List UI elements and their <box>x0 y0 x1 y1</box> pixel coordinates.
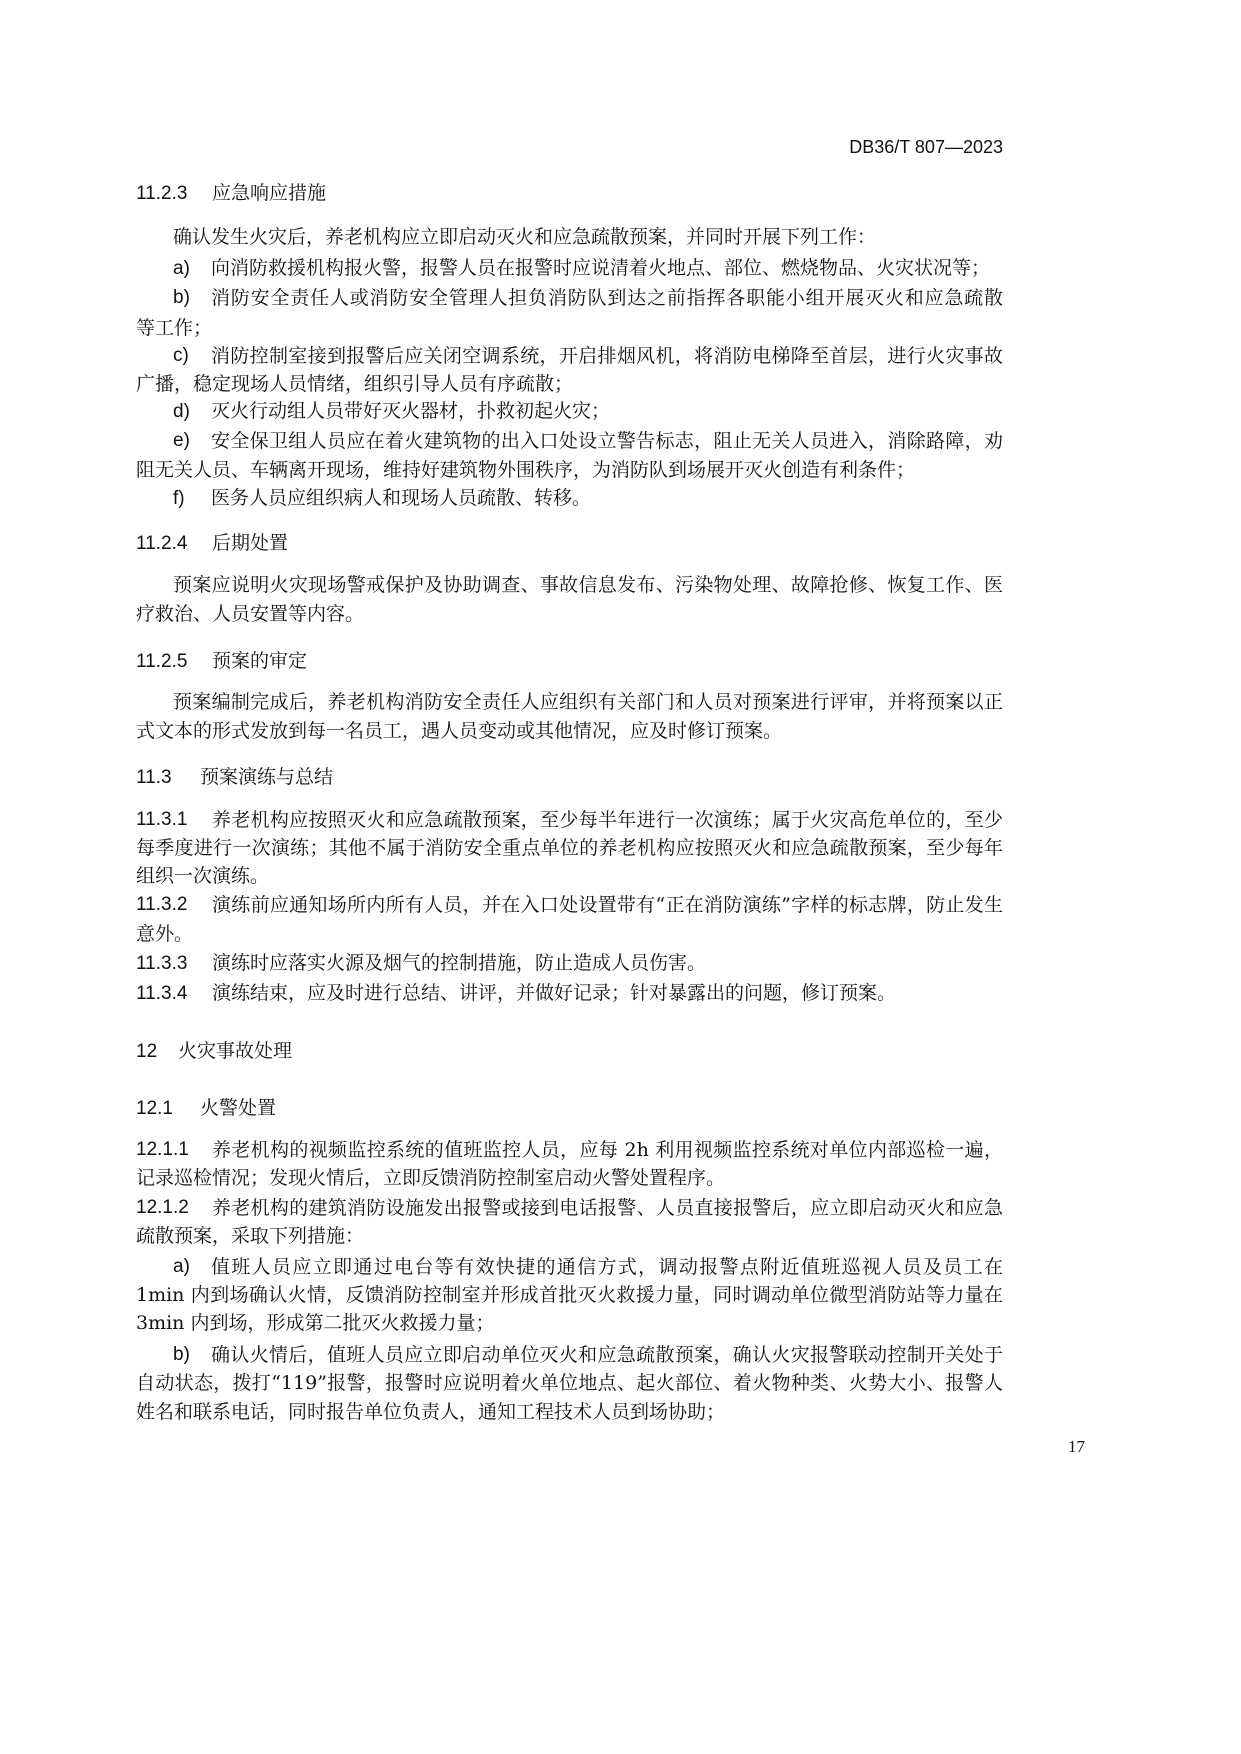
text-line <box>173 400 610 423</box>
line-text: 每季度进行一次演练；其他不属于消防安全重点单位的养老机构应按照灭火和应急疏散预案，至少每年 <box>136 837 1003 859</box>
line-text: 自动状态，拨打“119”报警，报警时应说明着火单位地点、起火部位、着火物种类、火势大小、报警人 <box>136 1372 1003 1394</box>
text-line <box>136 809 1003 831</box>
section-heading <box>136 182 326 205</box>
section-heading <box>136 766 333 789</box>
line-text: 广播，稳定现场人员情绪，组织引导人员有序疏散； <box>136 373 574 395</box>
text-line <box>136 952 706 975</box>
text-line <box>136 923 193 945</box>
text-line <box>173 226 876 248</box>
line-text: 养老机构应按照灭火和应急疏散预案，至少每半年进行一次演练；属于火灾高危单位的，至少 <box>212 809 1003 831</box>
clause-number: e) <box>173 430 190 451</box>
text-line <box>136 1167 725 1189</box>
text-line <box>173 1344 1003 1366</box>
text-line <box>136 1372 1003 1394</box>
text-line <box>173 487 591 510</box>
line-text: 应急响应措施 <box>212 182 327 204</box>
clause-number: c) <box>173 345 189 366</box>
clause-number: 11.2.3 <box>136 183 188 204</box>
text-line <box>173 1256 1003 1278</box>
clause-number: 11.3.1 <box>136 809 188 830</box>
line-text: 疗救治、人员安置等内容。 <box>136 603 365 625</box>
line-text: 3min 内到场，形成第二批灭火救援力量； <box>136 1312 495 1334</box>
line-text: 预案应说明火灾现场警戒保护及协助调查、事故信息发布、污染物处理、故障抢修、恢复工作、医 <box>173 574 1003 596</box>
line-text: 式文本的形式发放到每一名员工，遇人员变动或其他情况，应及时修订预案。 <box>136 720 783 742</box>
line-text: 意外。 <box>136 923 194 945</box>
line-text: 预案的审定 <box>212 650 308 672</box>
standard-number: DB36/T 807—2023 <box>849 137 1003 157</box>
text-line <box>173 345 1003 367</box>
clause-number: 12.1.2 <box>136 1197 189 1218</box>
section-heading <box>136 1040 292 1063</box>
clause-number: 11.3.3 <box>136 953 188 974</box>
clause-number: f) <box>173 488 185 509</box>
text-line <box>136 1284 1003 1306</box>
text-line <box>136 720 782 742</box>
text-line <box>136 865 269 887</box>
text-line <box>136 1401 725 1423</box>
clause-number: b) <box>173 1344 190 1365</box>
clause-number: 12.1.1 <box>136 1139 189 1160</box>
line-text: 演练时应落实火源及烟气的控制措施，防止造成人员伤害。 <box>212 952 707 974</box>
line-text: 消防控制室接到报警后应关闭空调系统，开启排烟风机，将消防电梯降至首层，进行火灾事故 <box>211 345 1003 367</box>
line-text: 预案演练与总结 <box>200 766 334 788</box>
clause-number: d) <box>173 401 190 422</box>
line-text: 记录巡检情况；发现火情后，立即反馈消防控制室启动火警处置程序。 <box>136 1167 726 1189</box>
line-text: 演练前应通知场所内所有人员，并在入口处设置带有“正在消防演练”字样的标志牌，防止发生 <box>212 894 1003 916</box>
text-line <box>173 257 990 280</box>
line-text: 组织一次演练。 <box>136 865 270 887</box>
line-text: 疏散预案，采取下列措施： <box>136 1225 365 1247</box>
line-text: 阻无关人员、车辆离开现场，维持好建筑物外围秩序，为消防队到场展开灭火创造有利条件； <box>136 459 916 481</box>
line-text: 确认火情后，值班人员应立即启动单位灭火和应急疏散预案，确认火灾报警联动控制开关处于 <box>211 1344 1003 1366</box>
text-line <box>136 1312 494 1334</box>
text-line <box>173 430 1003 452</box>
text-line <box>136 373 573 395</box>
line-text: 向消防救援机构报火警，报警人员在报警时应说清着火地点、部位、燃烧物品、火灾状况等； <box>211 257 991 279</box>
text-line <box>136 1197 1003 1219</box>
text-line <box>136 1225 364 1247</box>
line-text: 火灾事故处理 <box>178 1040 293 1062</box>
clause-number: b) <box>173 287 190 308</box>
clause-number: 12 <box>136 1041 158 1062</box>
line-text: 姓名和联系电话，同时报告单位负责人，通知工程技术人员到场协助； <box>136 1401 726 1423</box>
line-text: 消防安全责任人或消防安全管理人担负消防队到达之前指挥各职能小组开展灭火和应急疏散 <box>211 287 1003 309</box>
clause-number: 11.3.2 <box>136 894 188 915</box>
line-text: 演练结束，应及时进行总结、讲评，并做好记录；针对暴露出的问题，修订预案。 <box>212 982 897 1004</box>
line-text: 火警处置 <box>200 1097 277 1119</box>
line-text: 预案编制完成后，养老机构消防安全责任人应组织有关部门和人员对预案进行评审，并将预案以正 <box>173 691 1003 713</box>
section-heading <box>136 650 307 673</box>
line-text: 医务人员应组织病人和现场人员疏散、转移。 <box>211 487 592 509</box>
text-line <box>136 982 896 1005</box>
line-text: 养老机构的视频监控系统的值班监控人员，应每 2h 利用视频监控系统对单位内部巡检一遍， <box>212 1139 1003 1161</box>
line-text: 后期处置 <box>212 532 289 554</box>
line-text: 等工作； <box>136 317 213 339</box>
text-line <box>136 894 1003 916</box>
clause-number: a) <box>173 258 190 279</box>
text-line <box>136 1139 1003 1161</box>
line-text: 灭火行动组人员带好灭火器材，扑救初起火灾； <box>211 400 611 422</box>
section-heading <box>136 532 288 555</box>
line-text: 1min 内到场确认火情，反馈消防控制室并形成首批灭火救援力量，同时调动单位微型消防站等力量在 <box>136 1284 1003 1306</box>
clause-number: 11.3.4 <box>136 983 188 1004</box>
clause-number: 12.1 <box>136 1098 173 1119</box>
clause-number: 11.3 <box>136 767 172 788</box>
line-text: 确认发生火灾后，养老机构应立即启动灭火和应急疏散预案，并同时开展下列工作： <box>173 226 877 248</box>
text-line <box>136 837 1003 859</box>
line-text: 安全保卫组人员应在着火建筑物的出入口处设立警告标志，阻止无关人员进入，消除路障，劝 <box>211 430 1003 452</box>
clause-number: 11.2.4 <box>136 533 188 554</box>
text-line <box>136 603 364 625</box>
text-line <box>173 574 1003 596</box>
text-line <box>136 317 212 339</box>
page-number: 17 <box>1068 1437 1085 1456</box>
section-heading <box>136 1097 276 1120</box>
line-text: 养老机构的建筑消防设施发出报警或接到电话报警、人员直接报警后，应立即启动灭火和应急 <box>212 1197 1003 1219</box>
clause-number: a) <box>173 1256 190 1277</box>
line-text: 值班人员应立即通过电台等有效快捷的通信方式，调动报警点附近值班巡视人员及员工在 <box>211 1256 1003 1278</box>
clause-number: 11.2.5 <box>136 651 188 672</box>
text-line <box>173 691 1003 713</box>
text-line <box>173 287 1003 309</box>
text-line <box>136 459 915 481</box>
